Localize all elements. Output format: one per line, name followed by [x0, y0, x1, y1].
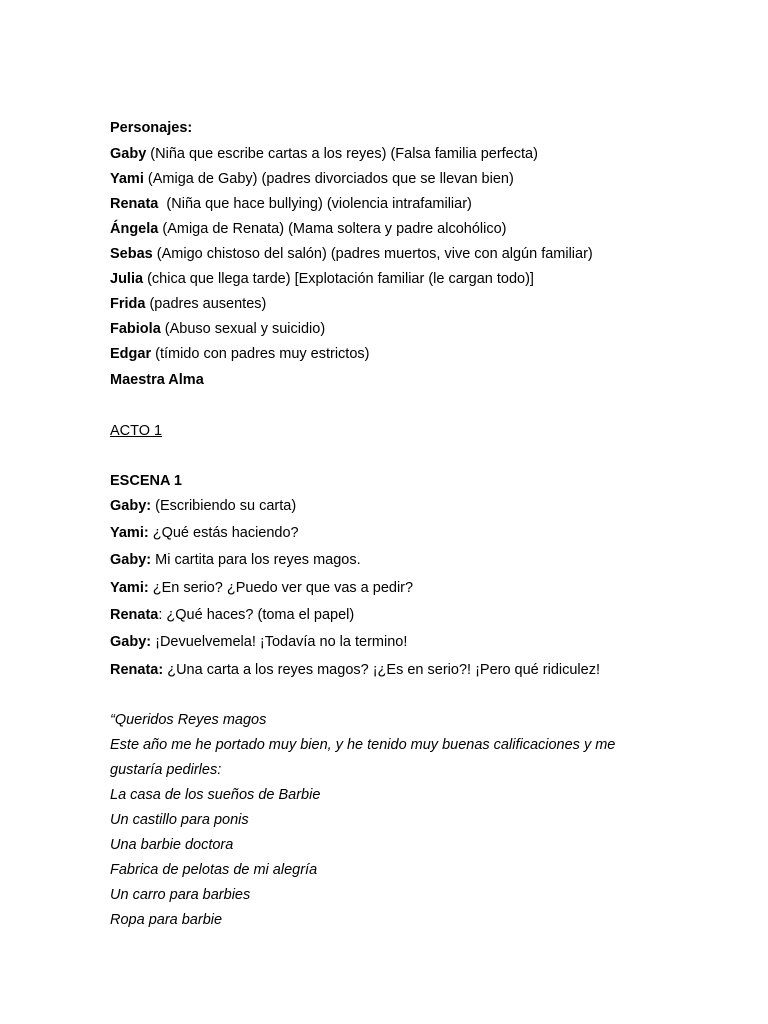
character-name: Maestra Alma — [110, 372, 204, 388]
character-line — [110, 169, 514, 189]
character-desc: (tímido con padres muy estrictos) — [151, 346, 370, 362]
speaker-name: Renata — [110, 607, 159, 623]
dialogue-line — [110, 496, 296, 516]
dialogue-text: ¿Qué estás haciendo? — [148, 525, 299, 541]
character-line — [110, 344, 369, 364]
dialogue-line — [110, 605, 354, 625]
letter-line: “Queridos Reyes magos — [110, 712, 267, 728]
act-heading: ACTO 1 — [110, 423, 163, 439]
letter-line: Fabrica de pelotas de mi alegría — [110, 862, 318, 878]
dialogue-line — [110, 660, 600, 680]
character-desc: (Niña que escribe cartas a los reyes) (Falsa familia perfecta) — [146, 146, 538, 162]
character-line — [110, 144, 538, 164]
character-name: Gaby — [110, 146, 147, 162]
character-desc: (Amigo chistoso del salón) (padres muertos, vive con algún familiar) — [152, 246, 593, 262]
letter-line: gustaría pedirles: — [110, 762, 222, 778]
character-desc: (Abuso sexual y suicidio) — [160, 321, 326, 337]
speaker-name: Yami: — [110, 525, 149, 541]
speaker-name: Gaby: — [110, 552, 152, 568]
speaker-name: Gaby: — [110, 498, 152, 514]
letter-line: La casa de los sueños de Barbie — [110, 787, 321, 803]
character-line — [110, 319, 325, 339]
character-name: Fabiola — [110, 321, 161, 337]
letter-line: Ropa para barbie — [110, 912, 223, 928]
letter-line: Un castillo para ponis — [110, 812, 249, 828]
dialogue-text: : ¿Qué haces? (toma el papel) — [158, 607, 355, 623]
character-desc: (Niña que hace bullying) (violencia intrafamiliar) — [158, 196, 472, 212]
dialogue-text: ¿En serio? ¿Puedo ver que vas a pedir? — [148, 580, 414, 596]
dialogue-line — [110, 578, 413, 598]
character-desc: (padres ausentes) — [145, 296, 267, 312]
character-line — [110, 244, 593, 264]
character-line — [110, 219, 507, 239]
character-name: Yami — [110, 171, 144, 187]
speaker-name: Renata: — [110, 662, 164, 678]
character-line — [110, 194, 472, 214]
letter-line: Este año me he portado muy bien, y he tenido muy buenas calificaciones y me — [110, 737, 616, 753]
character-desc: (chica que llega tarde) [Explotación familiar (le cargan todo)] — [143, 271, 534, 287]
character-name: Frida — [110, 296, 146, 312]
character-name: Renata — [110, 196, 159, 212]
letter-line: Una barbie doctora — [110, 837, 234, 853]
character-name: Edgar — [110, 346, 152, 362]
speaker-name: Gaby: — [110, 634, 152, 650]
character-line — [110, 294, 266, 314]
characters-heading: Personajes: — [110, 120, 193, 136]
dialogue-text: Mi cartita para los reyes magos. — [151, 552, 361, 568]
character-desc: (Amiga de Renata) (Mama soltera y padre alcohólico) — [158, 221, 507, 237]
character-name: Julia — [110, 271, 144, 287]
character-name: Ángela — [110, 221, 159, 237]
dialogue-line — [110, 550, 361, 570]
scene-heading: ESCENA 1 — [110, 473, 182, 489]
dialogue-line — [110, 632, 407, 652]
dialogue-text: (Escribiendo su carta) — [151, 498, 297, 514]
letter-line: Un carro para barbies — [110, 887, 251, 903]
character-desc: (Amiga de Gaby) (padres divorciados que se llevan bien) — [143, 171, 514, 187]
dialogue-text: ¡Devuelvemela! ¡Todavía no la termino! — [151, 634, 408, 650]
character-line — [110, 370, 204, 390]
speaker-name: Yami: — [110, 580, 149, 596]
character-line — [110, 269, 534, 289]
dialogue-line — [110, 523, 299, 543]
dialogue-text: ¿Una carta a los reyes magos? ¡¿Es en serio?! ¡Pero qué ridiculez! — [163, 662, 600, 678]
character-name: Sebas — [110, 246, 153, 262]
